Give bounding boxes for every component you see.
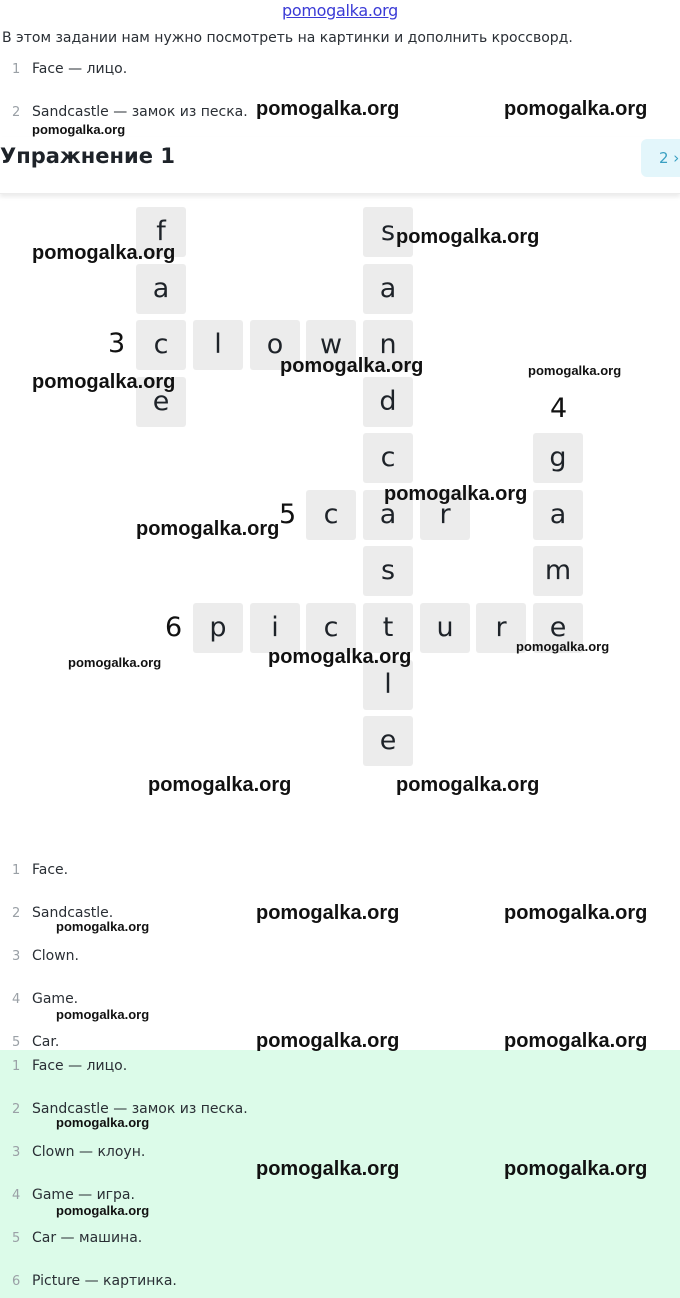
- watermark: pomogalka.org: [396, 226, 540, 248]
- exercise-title: Упражнение 1: [0, 144, 175, 168]
- crossword-cell-sandcastle: a: [363, 264, 413, 314]
- crossword-cell-car: c: [306, 490, 356, 540]
- watermark: pomogalka.org: [56, 1203, 150, 1218]
- crossword-cell-face: a: [136, 264, 186, 314]
- watermark: pomogalka.org: [56, 1007, 150, 1022]
- answer-number: 4: [12, 1188, 21, 1203]
- answer-text: Face.: [32, 862, 69, 878]
- watermark: pomogalka.org: [56, 919, 150, 934]
- watermark: pomogalka.org: [396, 774, 540, 796]
- answer-text: Face — лицо.: [32, 1058, 128, 1074]
- answer-text: Car — машина.: [32, 1230, 143, 1246]
- crossword-cell-game: g: [533, 433, 583, 483]
- answer-number: 4: [12, 992, 21, 1007]
- crossword-cell-sandcastle: a: [363, 490, 413, 540]
- answer-number: 1: [12, 863, 21, 878]
- crossword-cell-car: r: [420, 490, 470, 540]
- watermark: pomogalka.org: [504, 98, 648, 120]
- answer-number: 1: [12, 1059, 21, 1074]
- answer-text: Picture — картинка.: [32, 1273, 177, 1289]
- crossword-cell-sandcastle: c: [363, 433, 413, 483]
- clue-number-5: 5: [279, 499, 297, 530]
- watermark: pomogalka.org: [384, 483, 528, 505]
- crossword-cell-game: m: [533, 546, 583, 596]
- crossword-cell-clown: l: [193, 320, 243, 370]
- site-logo[interactable]: pomogalka.org: [282, 1, 398, 20]
- intro-text: В этом задании нам нужно посмотреть на картинки и дополнить кроссворд.: [2, 30, 573, 46]
- watermark: pomogalka.org: [504, 1158, 648, 1180]
- crossword-cell-clown: o: [250, 320, 300, 370]
- crossword-cell-sandcastle: e: [363, 716, 413, 766]
- crossword-cell-face: c: [136, 320, 186, 370]
- answer-text: Clown.: [32, 948, 80, 964]
- answer-number: 5: [12, 1231, 21, 1246]
- crossword-cell-picture: i: [250, 603, 300, 653]
- watermark: pomogalka.org: [504, 1030, 648, 1052]
- crossword-cell-sandcastle: s: [363, 546, 413, 596]
- crossword-cell-sandcastle: t: [363, 603, 413, 653]
- hint-number: 1: [12, 62, 21, 77]
- watermark: pomogalka.org: [32, 242, 176, 264]
- watermark: pomogalka.org: [256, 1158, 400, 1180]
- answer-number: 3: [12, 1145, 21, 1160]
- hint-text: Face — лицо.: [32, 61, 128, 77]
- clue-number-4: 4: [550, 393, 568, 424]
- crossword-cell-game: e: [533, 603, 583, 653]
- crossword-cell-picture: u: [420, 603, 470, 653]
- clue-number-3: 3: [108, 328, 126, 359]
- watermark: pomogalka.org: [280, 355, 424, 377]
- watermark: pomogalka.org: [504, 902, 648, 924]
- answer-number: 3: [12, 949, 21, 964]
- crossword-cell-sandcastle: l: [363, 660, 413, 710]
- crossword-cell-game: a: [533, 490, 583, 540]
- watermark: pomogalka.org: [256, 1030, 400, 1052]
- clue-number-6: 6: [165, 612, 183, 643]
- crossword-cell-picture: p: [193, 603, 243, 653]
- crossword-cell-sandcastle: d: [363, 377, 413, 427]
- hint-text: Sandcastle — замок из песка.: [32, 104, 248, 120]
- answer-text: Game.: [32, 991, 79, 1007]
- crossword-cell-picture: c: [306, 603, 356, 653]
- page-2-button[interactable]: 2 ›: [641, 139, 680, 177]
- crossword-cell-face: e: [136, 377, 186, 427]
- crossword-cell-sandcastle: n: [363, 320, 413, 370]
- watermark: pomogalka.org: [256, 98, 400, 120]
- answer-text: Clown — клоун.: [32, 1144, 146, 1160]
- answer-number: 5: [12, 1035, 21, 1050]
- answer-text: Sandcastle.: [32, 905, 114, 921]
- watermark: pomogalka.org: [268, 646, 412, 668]
- answer-number: 2: [12, 906, 21, 921]
- watermark: pomogalka.org: [256, 902, 400, 924]
- answer-number: 6: [12, 1274, 21, 1289]
- watermark: pomogalka.org: [516, 639, 610, 654]
- watermark: pomogalka.org: [136, 518, 280, 540]
- crossword-cell-sandcastle: s: [363, 207, 413, 257]
- answer-text: Car.: [32, 1034, 60, 1050]
- answer-text: Game — игра.: [32, 1187, 135, 1203]
- watermark: pomogalka.org: [68, 655, 162, 670]
- watermark: pomogalka.org: [528, 363, 622, 378]
- watermark: pomogalka.org: [148, 774, 292, 796]
- hint-number: 2: [12, 105, 21, 120]
- watermark: pomogalka.org: [32, 122, 126, 137]
- crossword-cell-face: f: [136, 207, 186, 257]
- answer-text: Sandcastle — замок из песка.: [32, 1101, 248, 1117]
- crossword-cell-picture: r: [476, 603, 526, 653]
- watermark: pomogalka.org: [56, 1115, 150, 1130]
- crossword-cell-clown: w: [306, 320, 356, 370]
- answer-number: 2: [12, 1102, 21, 1117]
- watermark: pomogalka.org: [32, 371, 176, 393]
